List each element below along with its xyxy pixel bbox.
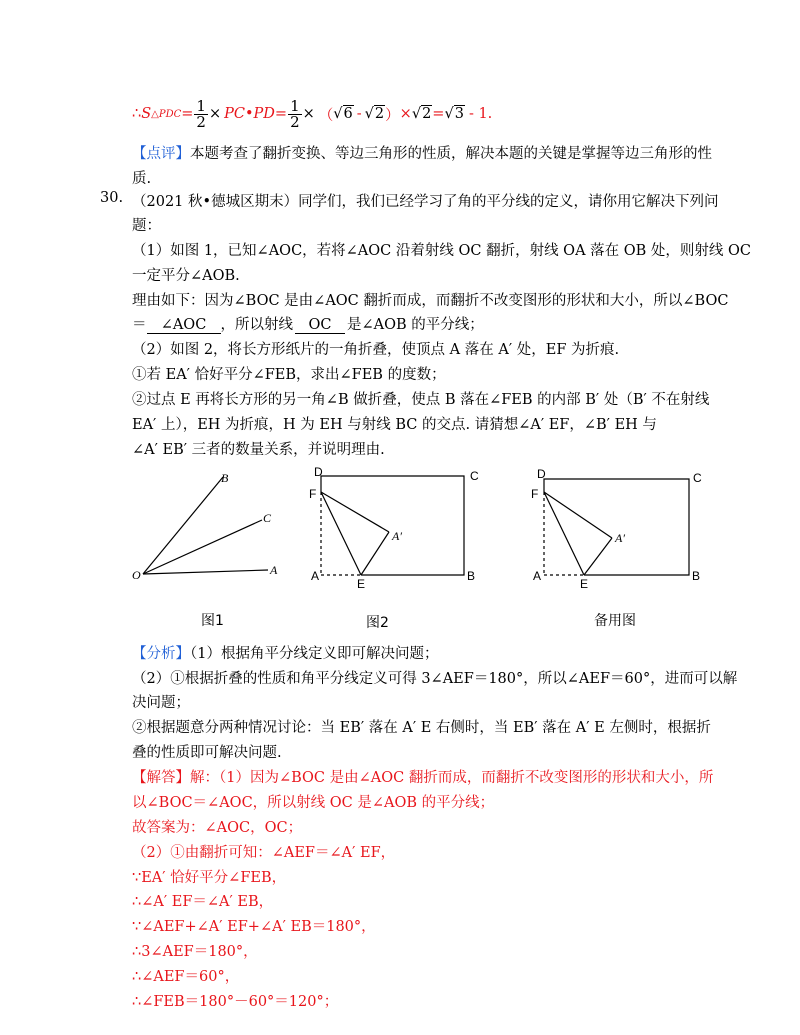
fig3-label-d: D — [537, 467, 546, 481]
answer-text-8: ∴3∠AEF＝180°， — [132, 944, 258, 960]
figure-1 — [143, 477, 268, 574]
comment-tag: 【点评】 — [132, 146, 190, 162]
fig2-label-b: B — [467, 569, 476, 583]
answer-text-3: 故答案为：∠AOC，OC； — [132, 820, 303, 836]
reason-equals: ＝ — [132, 317, 147, 333]
answer-text-4: （2）①由翻折可知：∠AEF＝∠A′ EF， — [132, 845, 396, 861]
fig1-label-o: O — [132, 568, 141, 582]
fig1-label-a: A — [270, 563, 278, 577]
question-intro-2: 题： — [132, 218, 161, 234]
half-fraction-2 — [288, 96, 302, 131]
answer-tag: 【解答】 — [132, 770, 190, 786]
answer-blank-2: OC — [295, 317, 345, 334]
paren-open: （ — [318, 107, 334, 124]
therefore-symbol: ∴ — [132, 106, 142, 122]
question-intro-1: （2021 秋•德城区期末）同学们，我们已经学习了角的平分线的定义，请你用它解决下列问 — [132, 194, 719, 210]
answer-blank-1: ∠AOC — [147, 317, 221, 334]
analysis-text-2: （2）①根据折叠的性质和角平分线定义可得 3∠AEF＝180°，所以∠AEF＝60°，进而可以解 — [132, 671, 738, 687]
ray-oc — [143, 520, 262, 574]
times-sign-3: × — [399, 106, 412, 122]
fig3-label-e: E — [580, 577, 589, 591]
reason-line-1: 理由如下：因为∠BOC 是由∠AOC 翻折而成，而翻折不改变图形的形状和大小，所以∠BOC — [132, 293, 729, 309]
rect-outline — [321, 476, 464, 575]
part1-line-2: 一定平分∠AOB. — [132, 268, 240, 284]
fig3-label-b: B — [692, 569, 701, 583]
ray-ob — [143, 477, 223, 574]
analysis-text-3: 决问题； — [132, 695, 190, 711]
fold-fa1-3 — [544, 492, 612, 538]
sqrt2-radicand: 2 — [374, 106, 385, 122]
analysis-text-4: ②根据题意分两种情况讨论：当 EB′ 落在 A′ E 右侧时，当 EB′ 落在 A′ E 左侧时，根据折 — [132, 720, 711, 736]
minus-sign: - — [356, 106, 362, 122]
part2-sub1: ①若 EA′ 恰好平分∠FEB，求出∠FEB 的度数； — [132, 367, 446, 383]
half-fraction — [194, 96, 208, 131]
fig3-label-c: C — [693, 471, 702, 485]
fig1-label-c: C — [263, 511, 272, 525]
area-subscript: △PDC — [151, 108, 182, 120]
fig2-label-f: F — [309, 487, 317, 501]
part2-line-1: （2）如图 2，将长方形纸片的一角折叠，使顶点 A 落在 A′ 处，EF 为折痕. — [132, 342, 620, 358]
fig2-label-a1: A′ — [392, 529, 402, 543]
answer-text-10: ∴∠FEB＝180°－60°＝120°； — [132, 994, 339, 1010]
area-formula — [132, 96, 492, 132]
reason-end: 是∠AOB 的平分线； — [347, 317, 484, 333]
part2-sub2-line-1: ②过点 E 再将长方形的另一角∠B 做折叠，使点 B 落在∠FEB 的内部 B′ 处（B′ 不在射线 — [132, 392, 710, 408]
answer-text-6: ∴∠A′ EF＝∠A′ EB， — [132, 894, 274, 910]
reason-line-2 — [132, 313, 484, 334]
fraction-denominator-2: 2 — [290, 112, 300, 131]
area-symbol: S — [141, 106, 152, 122]
answer-text-7: ∵∠AEF+∠A′ EF+∠A′ EB＝180°， — [132, 919, 376, 935]
fig3-label-a: A — [533, 569, 542, 583]
comment-line-1 — [132, 142, 712, 163]
sqrt6-radicand: 6 — [343, 106, 353, 122]
sqrt3: √3 — [444, 106, 464, 122]
fold-a1e — [361, 532, 389, 575]
question-number: 30. — [100, 190, 124, 206]
sqrt2-b: √2 — [411, 106, 432, 122]
fig3-label-a1: A′ — [615, 531, 625, 545]
fraction-numerator-2: 1 — [290, 96, 300, 115]
comment-text-1: 本题考查了翻折变换、等边三角形的性质，解决本题的关键是掌握等边三角形的性 — [190, 146, 712, 162]
crease-fe-3 — [544, 492, 584, 575]
figure-1-caption: 图1 — [201, 613, 224, 629]
fig3-label-f: F — [531, 487, 539, 501]
analysis-tag: 【分析】 — [132, 646, 190, 662]
answer-text-1: 解：（1）因为∠BOC 是由∠AOC 翻折而成，而翻折不改变图形的形状和大小，所 — [190, 770, 714, 786]
reason-middle: ，所以射线 — [220, 317, 293, 333]
answer-line-1 — [132, 766, 713, 787]
answer-text-9: ∴∠AEF＝60°， — [132, 969, 240, 985]
part2-sub2-line-2: EA′ 上），EH 为折痕，H 为 EH 与射线 BC 的交点. 请猜想∠A′ EF，∠B′ EH 与 — [132, 417, 657, 433]
equals-sign: = — [181, 106, 194, 122]
area-tail: - 1. — [468, 106, 493, 122]
fig2-label-d: D — [314, 465, 323, 479]
comment-text-2: 质. — [132, 171, 152, 187]
sqrt3-radicand: 3 — [454, 106, 464, 122]
part1-line-1: （1）如图 1，已知∠AOC，若将∠AOC 沿着射线 OC 翻折，射线 OA 落在 OB 处，则射线 OC — [132, 243, 752, 259]
fig2-label-c: C — [470, 469, 479, 483]
sqrt6: √6 — [333, 106, 353, 122]
sqrt2: √2 — [364, 106, 385, 122]
fig1-label-b: B — [221, 471, 229, 485]
fold-a1e-3 — [584, 538, 612, 575]
figure-2-caption: 图2 — [366, 615, 389, 631]
figures-svg — [0, 462, 800, 632]
rect-outline-3 — [544, 479, 689, 575]
paren-close: ） — [385, 107, 400, 124]
answer-text-5: ∵EA′ 恰好平分∠FEB， — [132, 870, 287, 886]
fig2-label-a: A — [311, 569, 320, 583]
analysis-text-5: 叠的性质即可解决问题. — [132, 745, 282, 761]
part2-sub2-line-3: ∠A′ EB′ 三者的数量关系，并说明理由. — [132, 442, 385, 458]
figure-2 — [321, 476, 464, 575]
analysis-line-1 — [132, 642, 438, 663]
equals-sign-2: = — [274, 106, 288, 122]
fraction-numerator: 1 — [196, 96, 206, 115]
figure-3-caption: 备用图 — [594, 613, 636, 629]
pc-pd-product: PC•PD — [224, 106, 275, 122]
fig2-label-e: E — [357, 577, 366, 591]
figure-3 — [544, 479, 689, 575]
times-sign: × — [208, 106, 222, 122]
answer-text-2: 以∠BOC＝∠AOC，所以射线 OC 是∠AOB 的平分线； — [132, 795, 495, 811]
analysis-text-1: （1）根据角平分线定义即可解决问题； — [190, 646, 439, 662]
equals-sign-3: = — [432, 106, 445, 122]
times-sign-2: × — [302, 106, 315, 122]
sqrt2b-radicand: 2 — [422, 106, 432, 122]
ray-oa — [143, 570, 268, 574]
fraction-denominator: 2 — [196, 112, 206, 131]
